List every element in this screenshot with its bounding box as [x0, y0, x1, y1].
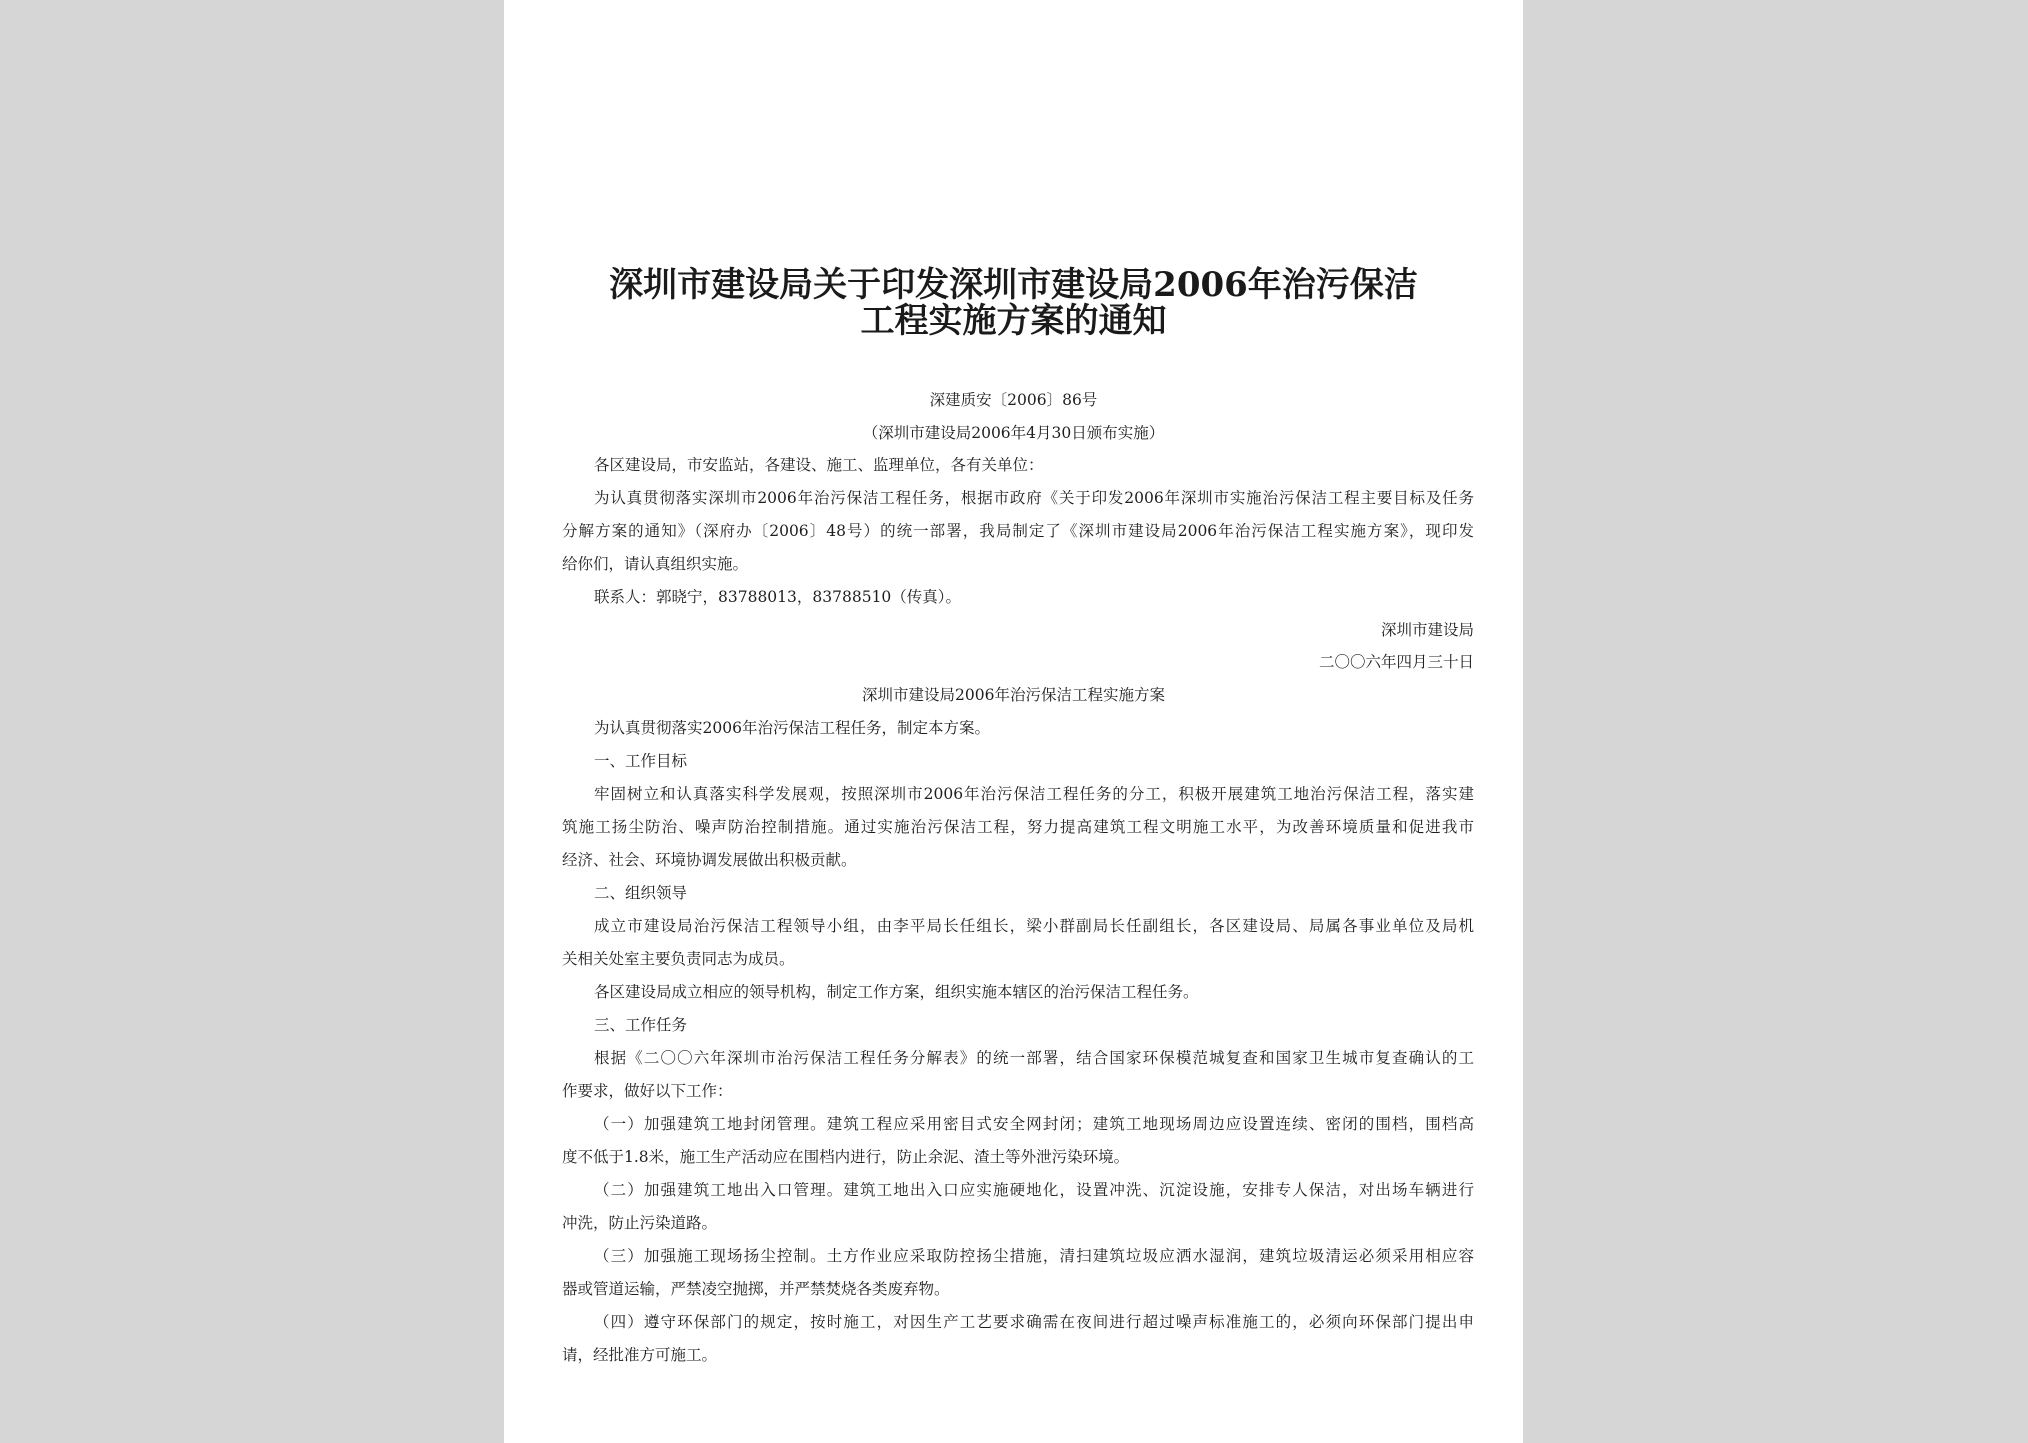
- section-2-line-2: 关相关处室主要负责同志为成员。: [562, 950, 795, 968]
- task-4-line-1: （四）遵守环保部门的规定，按时施工，对因生产工艺要求确需在夜间进行超过噪声标准施工的，必须向环保部门提出申: [594, 1313, 1474, 1331]
- addressee: 各区建设局，市安监站，各建设、施工、监理单位，各有关单位：: [594, 456, 1044, 474]
- section-1-line-3: 经济、社会、环境协调发展做出积极贡献。: [562, 851, 857, 869]
- task-3-line-1: （三）加强施工现场扬尘控制。土方作业应采取防控扬尘措施，清扫建筑垃圾应洒水湿润，建筑垃圾清运必须采用相应容: [594, 1247, 1474, 1265]
- section-2-heading: 二、组织领导: [594, 884, 688, 902]
- intro-line-1: 为认真贯彻落实深圳市2006年治污保洁工程任务，根据市政府《关于印发2006年深圳市实施治污保洁工程主要目标及任务: [594, 489, 1474, 507]
- signature-date: 二〇〇六年四月三十日: [1318, 653, 1474, 671]
- signature-org: 深圳市建设局: [1380, 621, 1474, 639]
- task-3-line-2: 器或管道运输，严禁凌空抛掷，并严禁焚烧各类废弃物。: [562, 1280, 950, 1298]
- contact-line: 联系人：郭晓宁，83788013，83788510（传真）。: [594, 588, 962, 606]
- section-3-heading: 三、工作任务: [594, 1016, 688, 1034]
- plan-title: 深圳市建设局2006年治污保洁工程实施方案: [862, 686, 1165, 704]
- task-2-line-1: （二）加强建筑工地出入口管理。建筑工地出入口应实施硬地化，设置冲洗、沉淀设施，安排专人保洁，对出场车辆进行: [594, 1181, 1474, 1199]
- task-1-line-2: 度不低于1.8米，施工生产活动应在围档内进行，防止余泥、渣土等外泄污染环境。: [562, 1148, 1130, 1166]
- plan-intro: 为认真贯彻落实2006年治污保洁工程任务，制定本方案。: [594, 719, 990, 737]
- intro-line-3: 给你们，请认真组织实施。: [562, 555, 749, 573]
- document-title-line-1: 深圳市建设局关于印发深圳市建设局2006年治污保洁: [609, 265, 1418, 305]
- section-3-line-1: 根据《二〇〇六年深圳市治污保洁工程任务分解表》的统一部署，结合国家环保模范城复查和国家卫生城市复查确认的工: [594, 1049, 1474, 1067]
- document-page: [504, 0, 1523, 1443]
- task-2-line-2: 冲洗，防止污染道路。: [562, 1214, 718, 1232]
- intro-line-2: 分解方案的通知》（深府办〔2006〕48号）的统一部署，我局制定了《深圳市建设局2006年治污保洁工程实施方案》，现印发: [562, 522, 1474, 540]
- document-number: 深建质安〔2006〕86号: [929, 391, 1098, 409]
- section-1-line-1: 牢固树立和认真落实科学发展观，按照深圳市2006年治污保洁工程任务的分工，积极开展建筑工地治污保洁工程，落实建: [594, 785, 1474, 803]
- section-1-line-2: 筑施工扬尘防治、噪声防治控制措施。通过实施治污保洁工程，努力提高建筑工程文明施工水平，为改善环境质量和促进我市: [562, 818, 1474, 836]
- section-2-line-1: 成立市建设局治污保洁工程领导小组，由李平局长任组长，梁小群副局长任副组长，各区建设局、局属各事业单位及局机: [594, 917, 1474, 935]
- issue-note: （深圳市建设局2006年4月30日颁布实施）: [862, 424, 1165, 442]
- section-2-paragraph-2: 各区建设局成立相应的领导机构，制定工作方案，组织实施本辖区的治污保洁工程任务。: [594, 983, 1199, 1001]
- task-1-line-1: （一）加强建筑工地封闭管理。建筑工程应采用密目式安全网封闭；建筑工地现场周边应设置连续、密闭的围档，围档高: [594, 1115, 1474, 1133]
- section-1-heading: 一、工作目标: [594, 752, 688, 770]
- section-3-line-2: 作要求，做好以下工作：: [562, 1082, 733, 1100]
- task-4-line-2: 请，经批准方可施工。: [562, 1346, 718, 1364]
- document-title-line-2: 工程实施方案的通知: [860, 301, 1167, 341]
